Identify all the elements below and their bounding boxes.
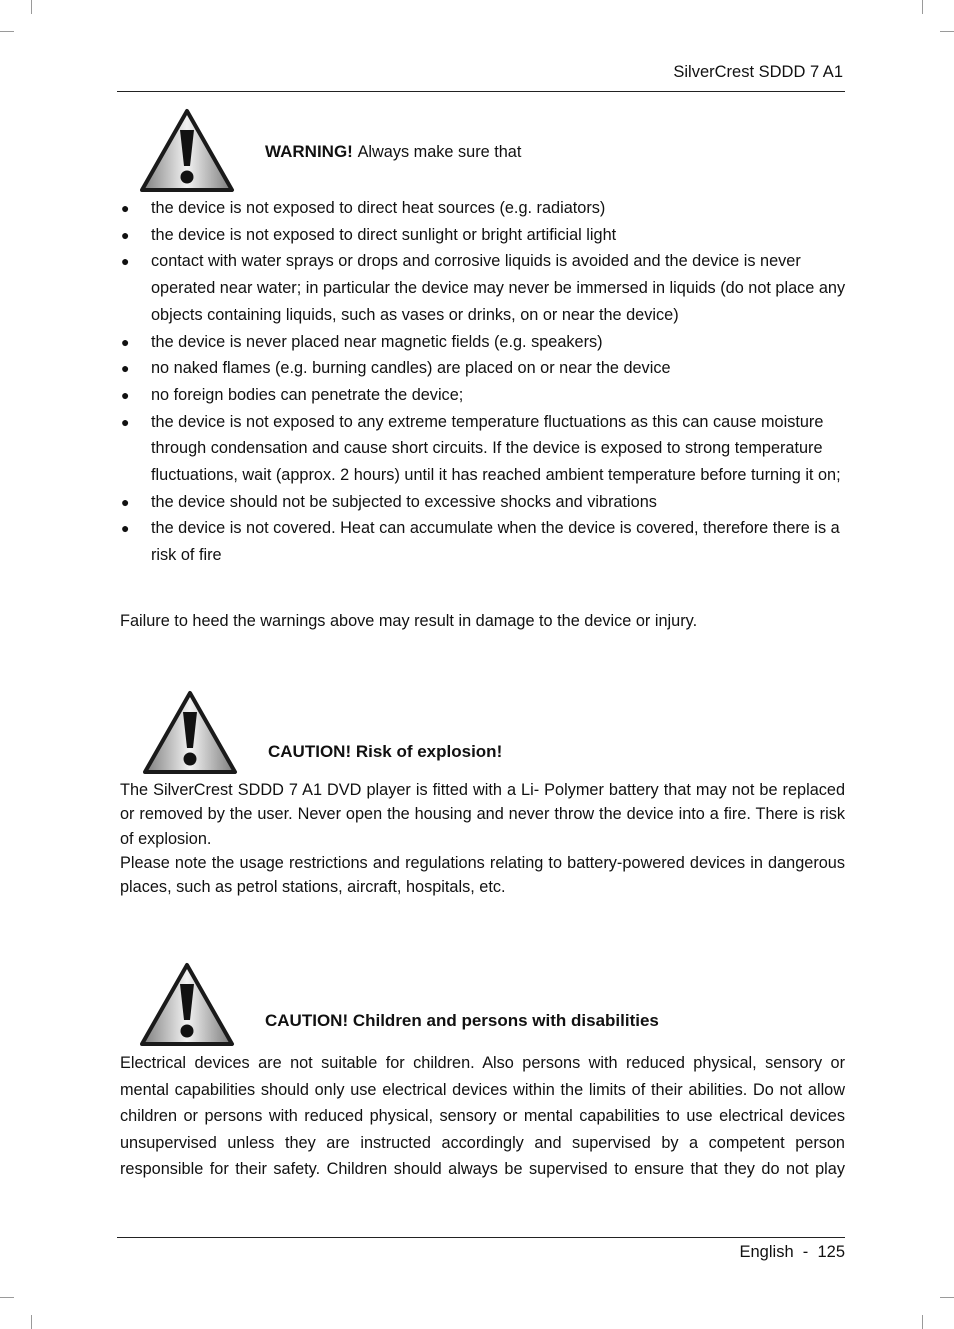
list-item: ● the device is not exposed to any extreme temperature fluctuations as this can cause moisture through condensation and cause short circuits. If the device is exposed to strong temperature fluctuations, wait (approx. 2 hours) until it has reached ambient temperature before turning it on; bbox=[121, 412, 841, 485]
explosion-paragraph-2: Please note the usage restrictions and regulations relating to battery-powered devices in dangerous places, such as petrol stations, aircraft, hospitals, etc. bbox=[120, 854, 845, 897]
crop-mark bbox=[922, 1315, 923, 1329]
list-item: ● no foreign bodies can penetrate the device; bbox=[121, 385, 464, 404]
warning-heading bbox=[265, 142, 521, 162]
warning-intro: Always make sure that bbox=[357, 143, 522, 161]
paragraph-line: unsupervised unless they are instructed accordingly and supervised by a competent person bbox=[120, 1133, 845, 1152]
crop-mark bbox=[31, 1315, 32, 1329]
children-heading bbox=[265, 1011, 659, 1031]
warning-triangle-icon bbox=[139, 108, 235, 193]
explosion-paragraph-1: The SilverCrest SDDD 7 A1 DVD player is fitted with a Li- Polymer battery that may not be replaced or removed by the user. Never open the housing and never throw the device into a fire. There is risk of explosion. bbox=[120, 781, 845, 848]
footer-rule bbox=[117, 1237, 845, 1238]
header-title: SilverCrest SDDD 7 A1 bbox=[673, 63, 843, 81]
children-paragraph bbox=[120, 1050, 845, 1183]
warning-title: WARNING! bbox=[265, 142, 353, 161]
children-title: CAUTION! Children and persons with disabilities bbox=[265, 1011, 659, 1030]
crop-mark bbox=[940, 1297, 954, 1298]
warning-list bbox=[120, 195, 848, 569]
list-item: ● no naked flames (e.g. burning candles) are placed on or near the device bbox=[121, 359, 671, 378]
crop-mark bbox=[922, 0, 923, 14]
list-item: ● the device should not be subjected to excessive shocks and vibrations bbox=[121, 492, 657, 511]
footer-separator: - bbox=[802, 1243, 809, 1261]
list-item: ● the device is not exposed to direct sunlight or bright artificial light bbox=[121, 225, 617, 244]
warning-footer: Failure to heed the warnings above may result in damage to the device or injury. bbox=[120, 612, 698, 630]
list-item: ● the device is never placed near magnetic fields (e.g. speakers) bbox=[121, 332, 603, 351]
crop-mark bbox=[31, 0, 32, 14]
page-footer bbox=[740, 1243, 846, 1262]
paragraph-line: responsible for their safety. Children should always be supervised to ensure that they do not play bbox=[120, 1160, 845, 1179]
explosion-heading bbox=[268, 742, 502, 762]
warning-triangle-icon bbox=[139, 962, 235, 1047]
crop-mark bbox=[0, 1297, 14, 1298]
page-number: 125 bbox=[817, 1243, 845, 1261]
header-rule bbox=[117, 91, 845, 92]
paragraph-line: Electrical devices are not suitable for children. Also persons with reduced physical, sensory or bbox=[120, 1054, 845, 1072]
explosion-title: CAUTION! Risk of explosion! bbox=[268, 742, 503, 761]
footer-language: English bbox=[739, 1243, 794, 1261]
list-item: ● the device is not covered. Heat can accumulate when the device is covered, therefore there is a risk of fire bbox=[121, 519, 840, 565]
crop-mark bbox=[940, 31, 954, 32]
crop-mark bbox=[0, 31, 14, 32]
paragraph-line: mental capabilities should only use electrical devices within the limits of their abilities. Do not allow bbox=[120, 1080, 845, 1099]
warning-triangle-icon bbox=[142, 690, 238, 775]
list-item: ● contact with water sprays or drops and corrosive liquids is avoided and the device is never operated near water; in particular the device may never be immersed in liquids (do not place any objects containing liquids, such as vases or drinks, on or near the device) bbox=[121, 252, 846, 324]
paragraph-line: children or persons with reduced physical, sensory or mental capabilities to use electrical devices bbox=[120, 1107, 845, 1126]
list-item: ● the device is not exposed to direct heat sources (e.g. radiators) bbox=[121, 199, 606, 217]
